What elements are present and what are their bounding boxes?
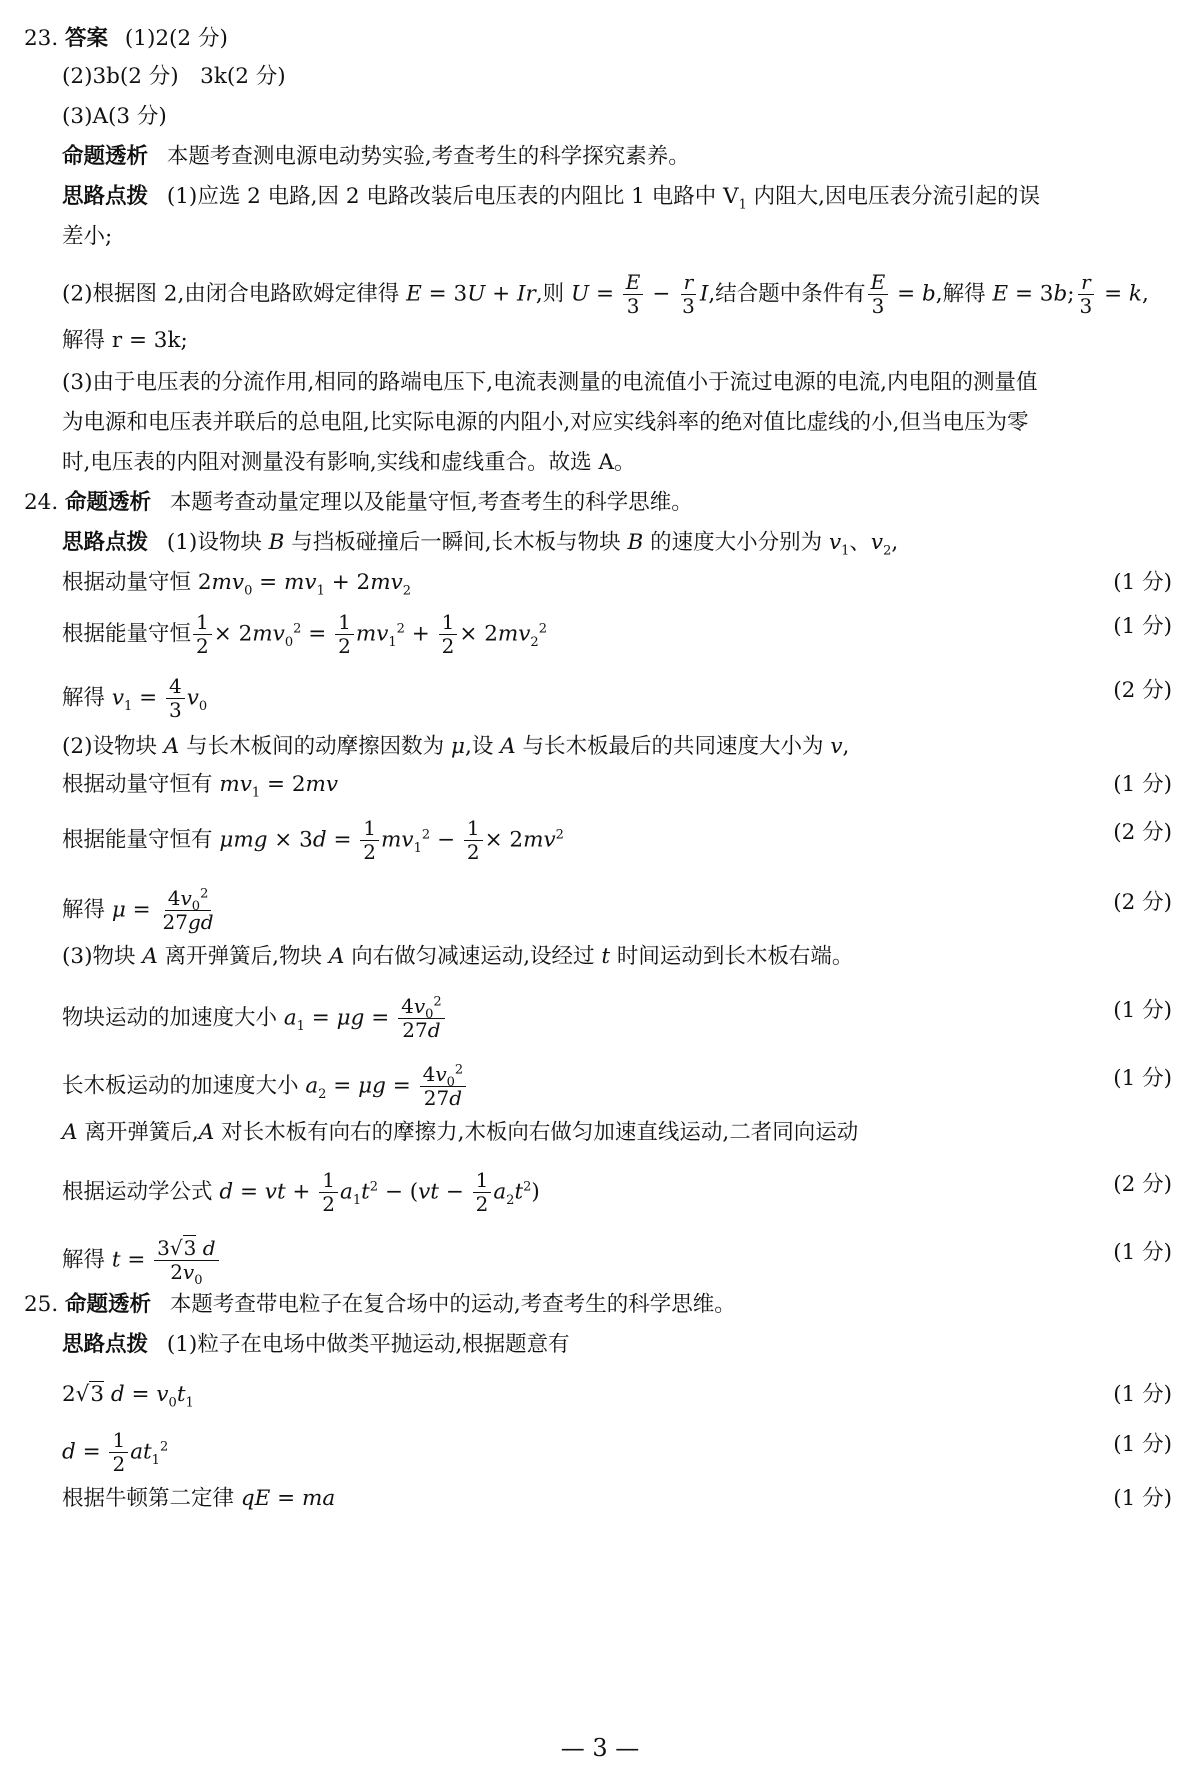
score-points: (1 分) (1113, 1432, 1172, 1457)
q23-hint-2b: 解得 r = 3k; (62, 328, 188, 353)
hint-label: 思路点拨 (62, 184, 149, 209)
q24-hint-3: (3)物块 A 离开弹簧后,物块 A 向右做匀减速运动,设经过 t 时间运动到长木板右端。 (62, 944, 854, 969)
newton-second-law: 根据牛顿第二定律 qE = ma (62, 1486, 336, 1511)
analysis-label: 命题透析 (62, 144, 149, 169)
equation-displacement: 2√3 $d = v_0t_1$ (62, 1382, 194, 1411)
analysis-label: 命题透析 (65, 1292, 152, 1317)
score-points: (1 分) (1113, 1066, 1172, 1091)
question-number: 24. (24, 490, 59, 515)
acceleration-a1: 物块运动的加速度大小 $a_1 = \mu g$ = $\frac{4v_0^2}{27d}$ (62, 996, 447, 1041)
analysis-text: 本题考查带电粒子在复合场中的运动,考查考生的科学思维。 (169, 1292, 736, 1317)
analysis-text: 本题考查测电源电动势实验,考查考生的科学探究素养。 (166, 144, 690, 169)
q24-statement: A 离开弹簧后,A 对长木板有向右的摩擦力,木板向右做匀加速直线运动,二者同向运动 (62, 1120, 859, 1145)
answer-3: (3)A(3 分) (62, 104, 167, 129)
q23-hint-1: 思路点拨 (1)应选 2 电路,因 2 电路改装后电压表的内阻比 1 电路中 $V_1$ 内阻大,因电压表分流引起的误 (62, 184, 1041, 213)
hint-label: 思路点拨 (62, 530, 149, 555)
q23-hint-3a: (3)由于电压表的分流作用,相同的路端电压下,电流表测量的电流值小于流过电源的电流,内电阻的测量值 (62, 370, 1038, 395)
acceleration-a2: 长木板运动的加速度大小 $a_2 = \mu g$ = $\frac{4v_0^2}{27d}$ (62, 1064, 468, 1109)
q24-analysis (24, 488, 693, 518)
score-points: (1 分) (1113, 1240, 1172, 1265)
momentum-equation-1: 根据动量守恒 $2mv_0 = mv_1 + 2mv_2$ (62, 570, 412, 599)
score-points: (2 分) (1113, 678, 1172, 703)
question-number: 23. (24, 26, 59, 51)
q23-hint-1b: 差小; (62, 224, 113, 249)
q24-hint-1: 思路点拨 (1)设物块 B 与挡板碰撞后一瞬间,长木板与物块 B 的速度大小分别为 $v_1$、$v_2$, (62, 530, 899, 559)
hint-label: 思路点拨 (62, 1332, 149, 1357)
score-points: (1 分) (1113, 772, 1172, 797)
page-number: — 3 — (560, 1734, 640, 1762)
analysis-label: 命题透析 (65, 490, 152, 515)
score-points: (1 分) (1113, 998, 1172, 1023)
q24-hint-2: (2)设物块 A 与长木板间的动摩擦因数为 μ,设 A 与长木板最后的共同速度大小为 v, (62, 734, 850, 759)
q23-hint-3b: 为电源和电压表并联后的总电阻,比实际电源的内阻小,对应实线斜率的绝对值比虚线的小,但当电压为零 (62, 410, 1029, 435)
q23-hint-3c: 时,电压表的内阻对测量没有影响,实线和虚线重合。故选 A。 (62, 450, 636, 475)
energy-equation-1: 根据能量守恒 $\frac{1}{2}$ × $2mv_0^2$ = $\frac{1}{2}$ $mv_1^2$ + $\frac{1}{2}$ × $2mv_2^2$ (62, 610, 547, 658)
score-points: (2 分) (1113, 1172, 1172, 1197)
result-v1: 解得 $v_1$ = $\frac{4}{3}$ $v_0$ (62, 674, 208, 722)
analysis-text: 本题考查动量定理以及能量守恒,考查考生的科学思维。 (169, 490, 693, 515)
energy-equation-2: 根据能量守恒有 μmg × 3d = $\frac{1}{2}$ $mv_1^2$ − $\frac{1}{2}$ × $2mv^2$ (62, 816, 564, 864)
score-points: (2 分) (1113, 820, 1172, 845)
question-number: 25. (24, 1292, 59, 1317)
answer-label: 答案 (65, 26, 109, 51)
hint-text: (1)粒子在电场中做类平抛运动,根据题意有 (166, 1332, 570, 1357)
q23-hint-2: (2)根据图 2,由闭合电路欧姆定律得 E = 3U + Ir,则 U = $\frac{E}{3}$ − $\frac{r}{3}$ I,结合题中条件有 $\frac{E}{3}$ = b,解得 E = 3b; $\frac{r}{3}$ = k, (62, 270, 1149, 318)
score-points: (1 分) (1113, 570, 1172, 595)
q25-analysis (24, 1290, 736, 1320)
score-points: (2 分) (1113, 890, 1172, 915)
q23-heading (24, 24, 228, 54)
kinematics-equation: 根据运动学公式 d = vt + $\frac{1}{2}$ $a_1t^2 - (vt$ − $\frac{1}{2}$ $a_2t^2$) (62, 1168, 540, 1216)
q25-hint-1 (62, 1330, 570, 1360)
score-points: (1 分) (1113, 1486, 1172, 1511)
answer-2: (2)3b(2 分) 3k(2 分) (62, 64, 286, 89)
score-points: (1 分) (1113, 1382, 1172, 1407)
q23-analysis (62, 142, 690, 172)
result-t: 解得 t = $\frac{3√3 d}{2v_0}$ (62, 1238, 221, 1283)
result-mu: 解得 μ = $\frac{4v_0^2}{27gd}$ (62, 886, 214, 934)
answer-1: (1)2(2 分) (124, 26, 228, 51)
score-points: (1 分) (1113, 614, 1172, 639)
equation-d: d = $\frac{1}{2}$ $at_1^2$ (62, 1428, 169, 1476)
momentum-equation-2: 根据动量守恒有 $mv_1 = 2mv$ (62, 772, 339, 801)
